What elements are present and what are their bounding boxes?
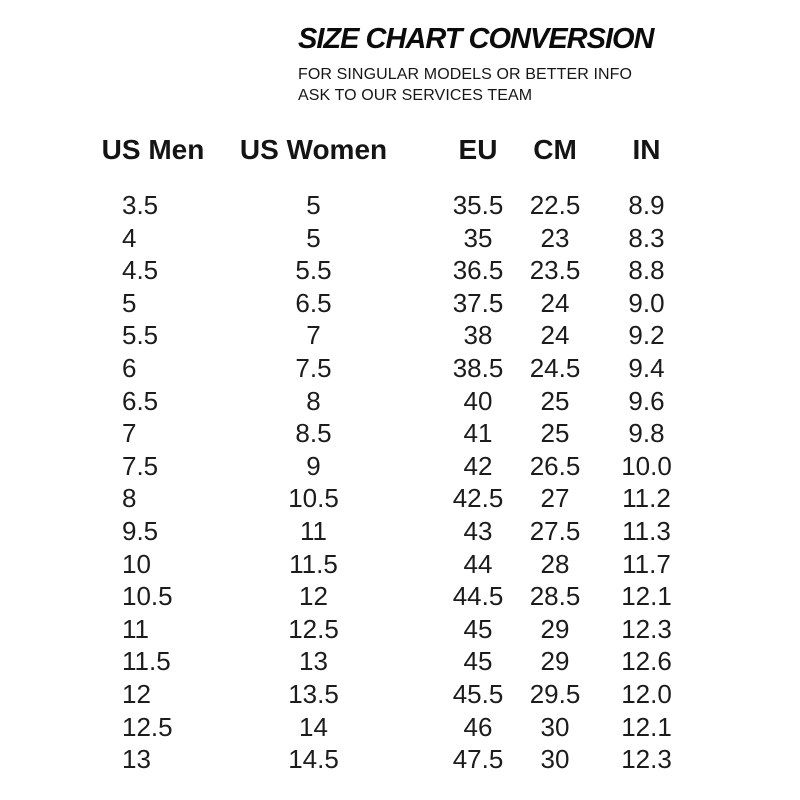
table-cell: 25 [540, 385, 570, 416]
table-cell: 7 [122, 418, 137, 449]
table-cell: 12.6 [621, 646, 672, 677]
table-cell: 12.3 [621, 744, 672, 775]
table-cell: 4.5 [122, 255, 159, 286]
table-cell: 6 [122, 352, 137, 383]
table-row [74, 743, 692, 776]
table-row [74, 548, 692, 581]
table-cell: 40 [463, 385, 493, 416]
table-cell: 9.2 [628, 320, 665, 351]
page-title: SIZE CHART CONVERSION [298, 23, 654, 55]
table-cell: 9 [306, 450, 321, 481]
table-row [74, 222, 692, 255]
table-cell: 12.5 [288, 613, 339, 644]
table-cell: 36.5 [452, 255, 504, 286]
table-cell: 9.4 [628, 352, 665, 383]
table-cell: 9.0 [628, 287, 665, 318]
table-cell: 23 [540, 222, 570, 253]
table-cell: 46 [463, 711, 493, 742]
table-cell: 38 [463, 320, 493, 351]
table-cell: 11.2 [622, 483, 671, 514]
subtitle [298, 64, 718, 106]
table-cell: 5.5 [295, 255, 332, 286]
table-row [74, 385, 692, 418]
table-cell: 28 [540, 548, 570, 579]
table-cell: 10.5 [288, 483, 339, 514]
table-cell: 45.5 [452, 678, 504, 709]
table-cell: 8.5 [295, 418, 332, 449]
table-cell: 13.5 [288, 678, 339, 709]
table-cell: 28.5 [529, 581, 581, 612]
table-cell: 4 [122, 222, 137, 253]
table-cell: 12.0 [621, 678, 672, 709]
table-cell: 7.5 [295, 352, 332, 383]
table-cell: 11.5 [289, 548, 338, 579]
table-cell: 47.5 [452, 744, 504, 775]
table-cell: 14 [299, 711, 328, 742]
table-cell: 7.5 [122, 450, 159, 481]
table-cell: 9.8 [628, 418, 665, 449]
table-cell: 45 [463, 646, 493, 677]
column-header-us-women: US Women [239, 134, 388, 165]
table-row [74, 711, 692, 744]
table-cell: 27.5 [529, 515, 581, 546]
column-header-cm: CM [533, 134, 577, 165]
table-cell: 12.5 [122, 711, 173, 742]
column-header-in: IN [632, 134, 661, 165]
column-header-us-men: US Men [101, 134, 205, 165]
table-cell: 8 [306, 385, 321, 416]
table-cell: 23.5 [529, 255, 581, 286]
table-cell: 8.8 [628, 255, 665, 286]
header-block [298, 22, 718, 106]
table-cell: 42 [463, 450, 493, 481]
table-cell: 5 [122, 287, 137, 318]
table-row [74, 515, 692, 548]
table-cell: 9.6 [628, 385, 665, 416]
table-cell: 27 [540, 483, 570, 514]
table-cell: 12 [299, 581, 328, 612]
table-header-row [74, 132, 692, 168]
table-body [74, 189, 692, 776]
table-cell: 30 [540, 711, 570, 742]
table-cell: 11.3 [622, 515, 671, 546]
table-cell: 10.5 [122, 581, 173, 612]
table-cell: 30 [540, 744, 570, 775]
table-cell: 38.5 [452, 352, 504, 383]
size-conversion-table [74, 132, 692, 776]
table-cell: 37.5 [452, 287, 504, 318]
table-cell: 5 [306, 222, 321, 253]
table-cell: 5.5 [122, 320, 159, 351]
table-cell: 29 [540, 613, 570, 644]
table-cell: 8.9 [628, 190, 665, 220]
table-cell: 29 [540, 646, 570, 677]
table-row [74, 319, 692, 352]
table-cell: 25 [540, 418, 570, 449]
table-cell: 10.0 [621, 450, 672, 481]
table-cell: 12.1 [621, 581, 672, 612]
table-row [74, 645, 692, 678]
table-cell: 24 [540, 320, 570, 351]
table-cell: 41 [463, 418, 493, 449]
table-cell: 14.5 [288, 744, 339, 775]
table-cell: 6.5 [295, 287, 332, 318]
table-row [74, 613, 692, 646]
table-cell: 26.5 [529, 450, 581, 481]
table-row [74, 678, 692, 711]
subtitle-line-2: ASK TO OUR SERVICES TEAM [298, 87, 533, 104]
table-cell: 11 [300, 515, 327, 546]
table-cell: 10 [122, 548, 151, 579]
table-cell: 24.5 [529, 352, 581, 383]
table-row [74, 482, 692, 515]
table-cell: 6.5 [122, 385, 159, 416]
table-cell: 45 [463, 613, 493, 644]
table-row [74, 287, 692, 320]
table-cell: 13 [122, 744, 151, 775]
table-cell: 12.3 [621, 613, 672, 644]
subtitle-line-1: FOR SINGULAR MODELS OR BETTER INFO [298, 66, 633, 83]
table-row [74, 189, 692, 222]
table-row [74, 254, 692, 287]
table-cell: 5 [306, 190, 321, 220]
table-cell: 22.5 [529, 190, 581, 220]
table-cell: 13 [299, 646, 328, 677]
table-cell: 8.3 [628, 222, 665, 253]
table-cell: 29.5 [529, 678, 581, 709]
table-cell: 12.1 [621, 711, 672, 742]
table-cell: 42.5 [452, 483, 504, 514]
table-cell: 35 [463, 222, 493, 253]
table-cell: 11 [122, 613, 149, 644]
table-cell: 3.5 [122, 190, 159, 220]
column-header-eu: EU [458, 134, 498, 165]
table-cell: 43 [463, 515, 493, 546]
table-cell: 44 [463, 548, 493, 579]
table-cell: 7 [306, 320, 321, 351]
table-cell: 44.5 [452, 581, 504, 612]
table-cell: 11.7 [622, 548, 671, 579]
table-cell: 12 [122, 678, 151, 709]
table-row [74, 352, 692, 385]
table-row [74, 417, 692, 450]
table-cell: 35.5 [452, 190, 504, 220]
table-cell: 9.5 [122, 515, 159, 546]
table-row [74, 580, 692, 613]
table-cell: 11.5 [122, 646, 171, 677]
table-cell: 8 [122, 483, 137, 514]
table-row [74, 450, 692, 483]
table-cell: 24 [540, 287, 570, 318]
